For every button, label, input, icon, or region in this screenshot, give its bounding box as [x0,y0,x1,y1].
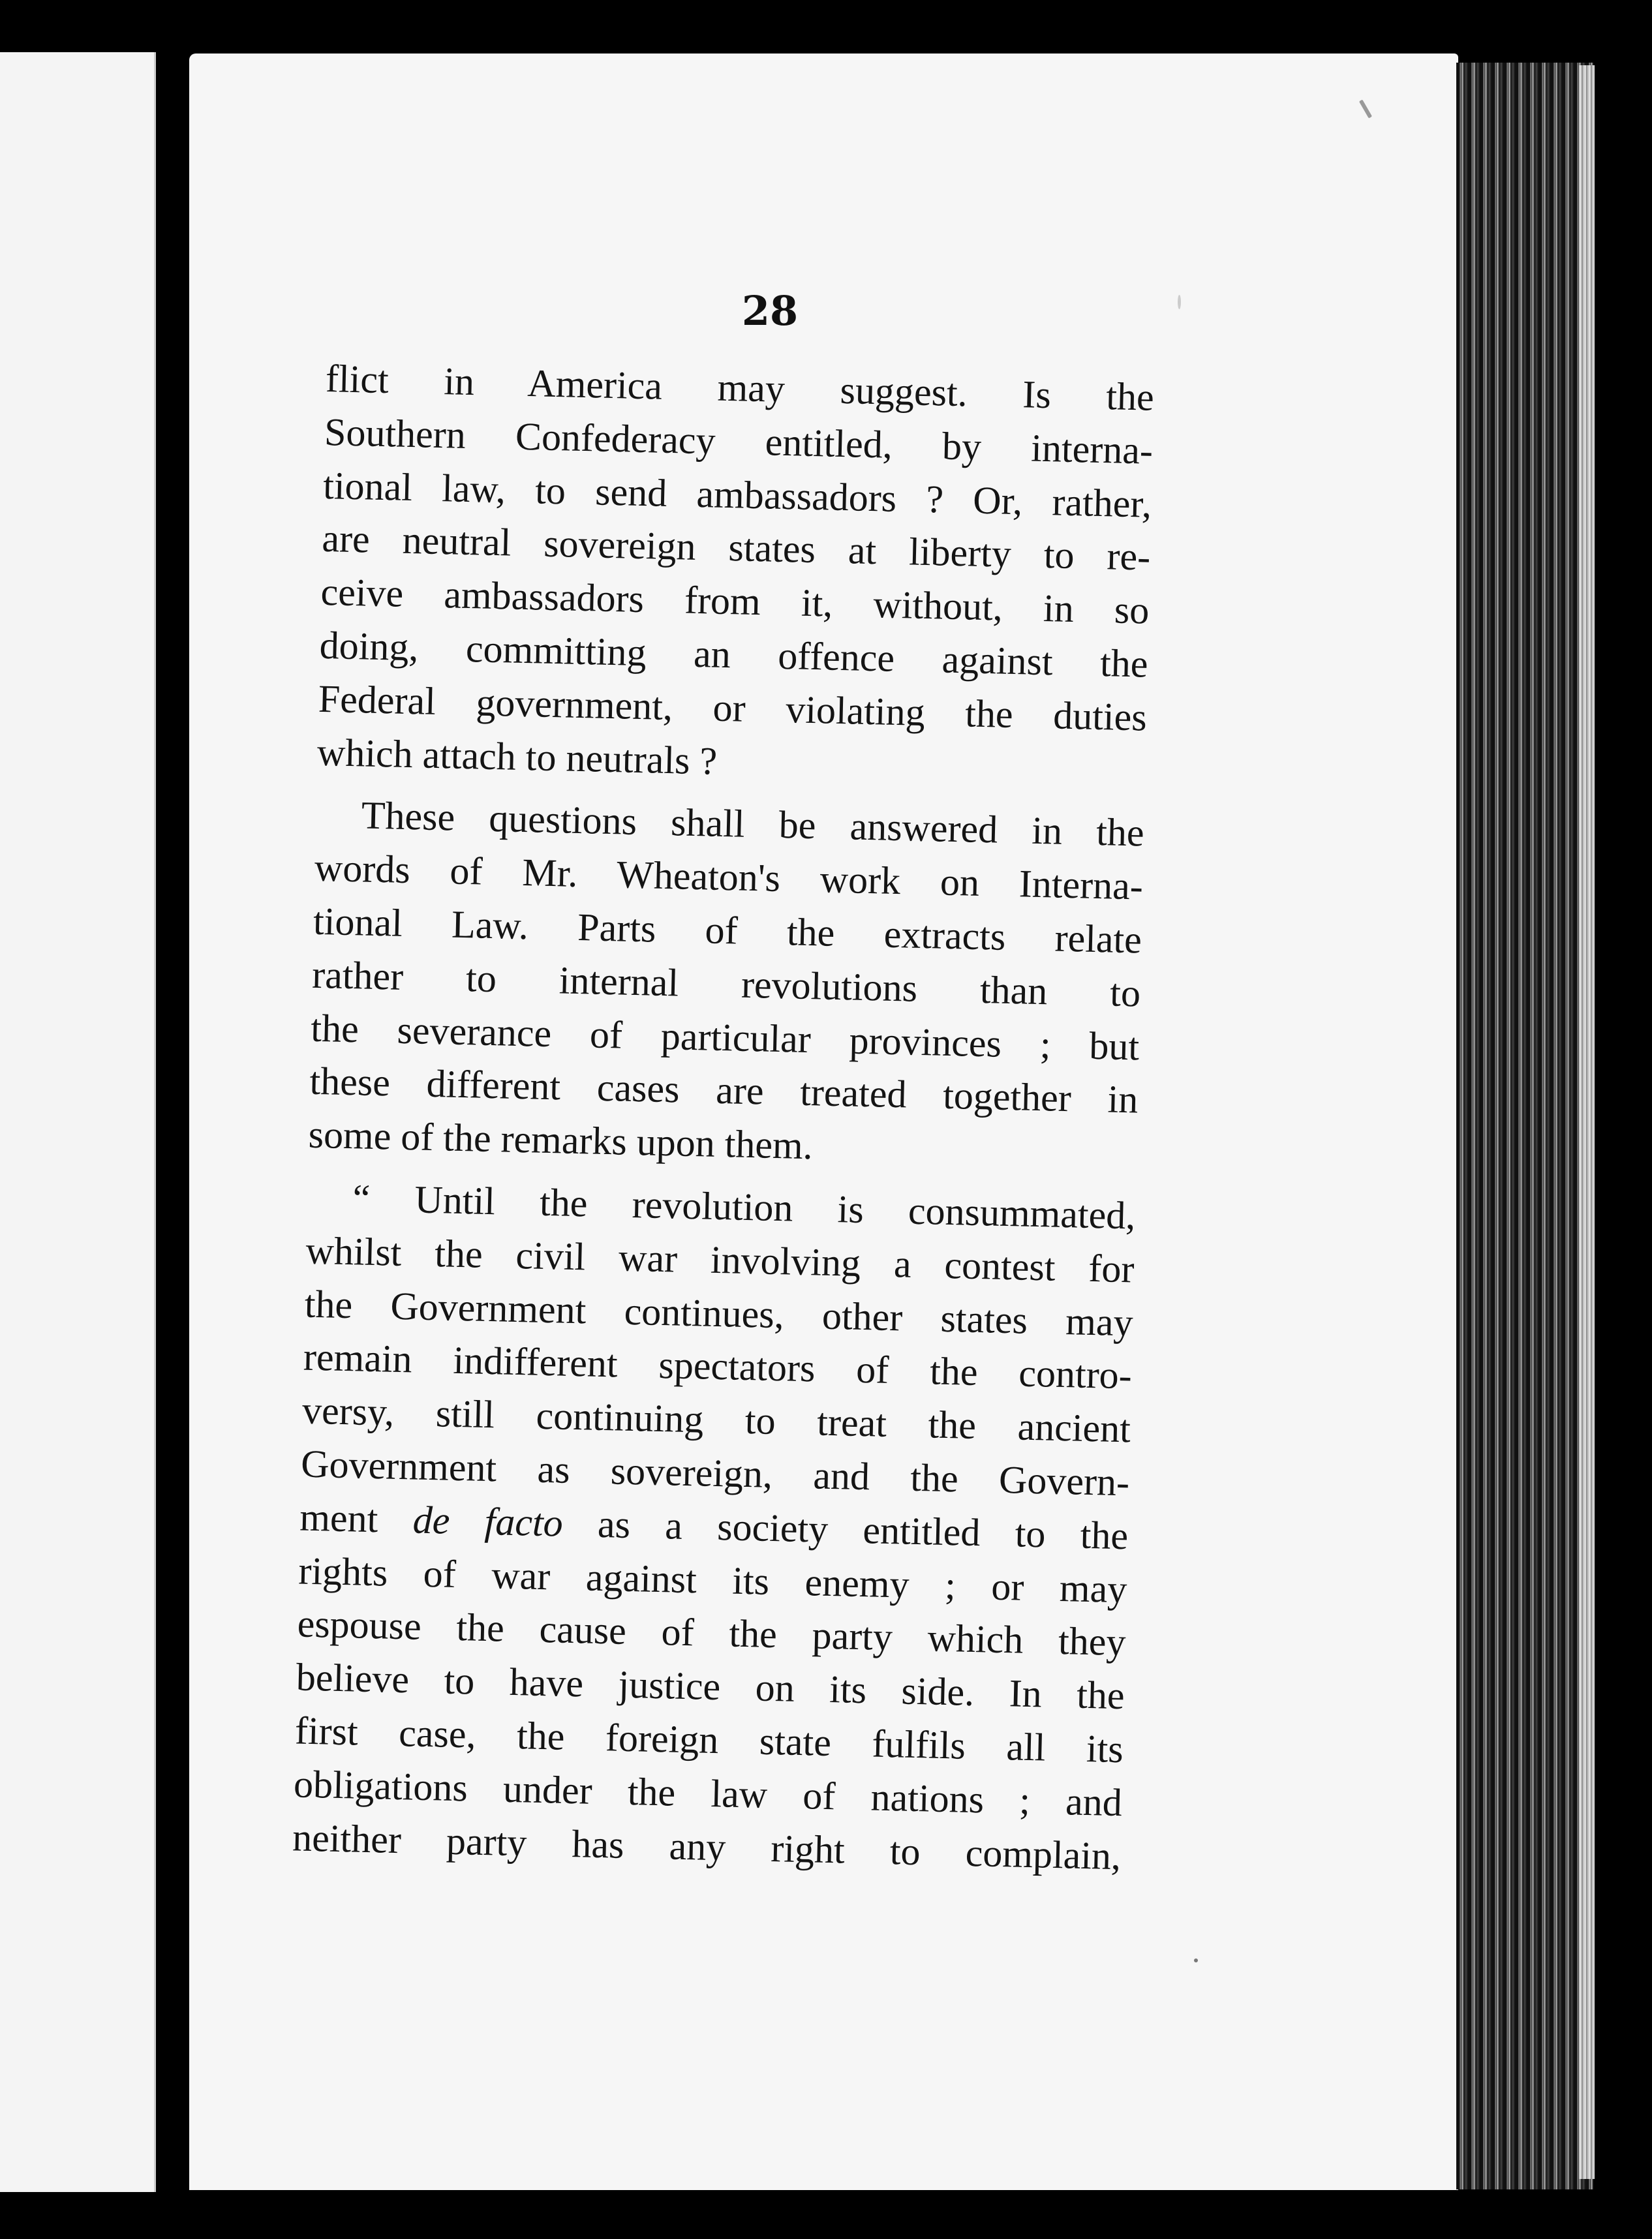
scan-speck [1178,295,1181,309]
text-line: ceive ambassadors from it, without, in so [320,570,1150,632]
text-line: These questions shall be answered in the [361,793,1145,855]
text-line: flict in America may suggest. Is the [325,356,1155,419]
text-line: the Government continues, other states may [304,1282,1134,1344]
text-line: tional law, to send ambassadors ? Or, rather, [322,463,1152,526]
text-line: “ Until the revolution is consummated, [352,1176,1137,1238]
text-line: which attach to neutrals ? [316,730,718,783]
text-line: Federal government, or violating the duties [318,677,1148,739]
left-page-edge [0,52,156,2192]
text-line: words of Mr. Wheaton's work on Interna- [314,845,1144,908]
paragraph [308,788,1145,1180]
text-line: espouse the cause of the party which they [297,1602,1127,1664]
text-line: ment de facto as a society entitled to the [299,1495,1129,1558]
text-line: doing, committing an offence against the [319,623,1149,686]
text-line: versy, still continuing to treat the ancient [301,1388,1131,1451]
text-line: Government as sovereign, and the Govern- [300,1442,1130,1504]
scan-speck [1359,100,1372,119]
text-line: neither party has any right to complain, [292,1815,1122,1878]
text-line: tional Law. Parts of the extracts relate [313,899,1142,962]
text-line: rights of war against its enemy ; or may [298,1549,1128,1611]
text-line: these different cases are treated together in [309,1059,1139,1121]
text-line: the severance of particular provinces ; but [310,1006,1140,1069]
paragraph [316,352,1155,798]
page-block-edges [1456,63,1593,2189]
page-block-edges-light [1579,65,1595,2179]
page-body-text [292,352,1154,1883]
scan-speck [1194,1958,1198,1962]
text-line: remain indifferent spectators of the contro- [303,1335,1133,1397]
text-line: first case, the foreign state fulfils all its [294,1709,1124,1771]
text-line: rather to internal revolutions than to [311,952,1141,1015]
text-line: Southern Confederacy entitled, by interna- [324,410,1154,472]
text-line: are neutral sovereign states at liberty to re- [321,517,1151,579]
text-line: believe to have justice on its side. In the [296,1655,1125,1718]
text-line: obligations under the law of nations ; and [293,1762,1123,1824]
paragraph [292,1171,1136,1883]
text-line: whilst the civil war involving a contest for [305,1228,1135,1291]
page-number: 28 [741,287,799,335]
text-line: some of the remarks upon them. [308,1112,814,1168]
